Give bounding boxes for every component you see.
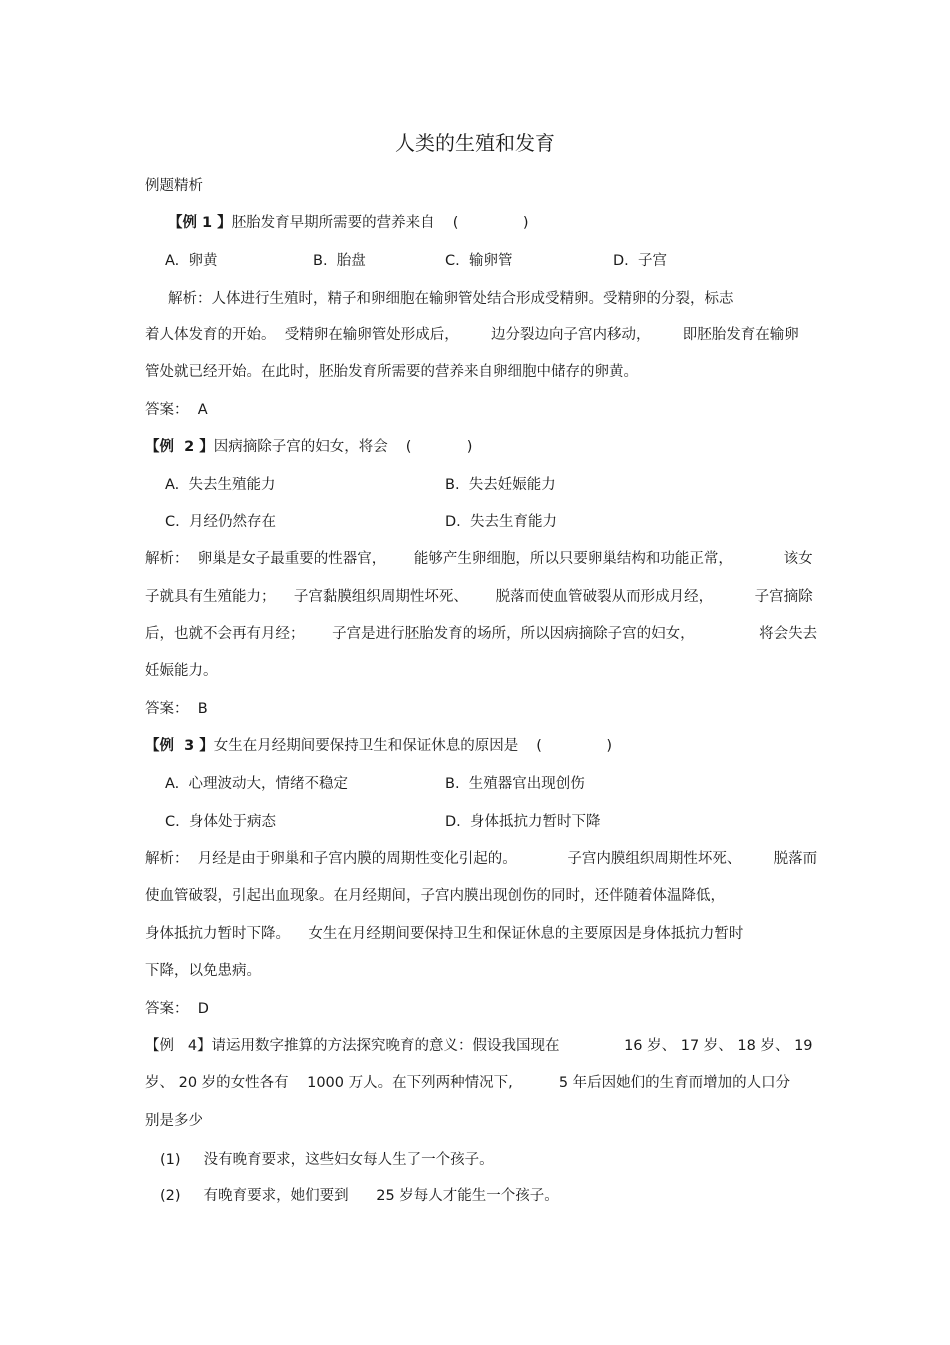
q2-analysis-line-1: 解析： 卵巢是女子最重要的性器官， 能够产生卵细胞，所以只要卵巢结构和功能正常， 该女 bbox=[145, 551, 813, 567]
question-1-stem bbox=[168, 213, 529, 233]
q3-analysis-line-1: 解析： 月经是由于卵巢和子宫内膜的周期性变化引起的。 子宫内膜组织周期性坏死、 脱落而 bbox=[145, 851, 818, 867]
q3-option-d: D. 身体抵抗力暂时下降 bbox=[445, 814, 601, 830]
q1-analysis-line-2: 着人体发育的开始。 受精卵在输卵管处形成后， 边分裂边向子宫内移动， 即胚胎发育在输卵 bbox=[145, 327, 799, 343]
q1-analysis-line-3: 管处就已经开始。在此时，胚胎发育所需要的营养来自卵细胞中储存的卵黄。 bbox=[145, 364, 638, 380]
q1-answer: 答案： A bbox=[145, 402, 208, 418]
q2-option-c: C. 月经仍然存在 bbox=[165, 514, 276, 530]
question-1-text: 胚胎发育早期所需要的营养来自 bbox=[231, 215, 435, 231]
q1-option-c: C. 输卵管 bbox=[445, 253, 513, 269]
question-4-item-1: (1) 没有晚育要求，这些妇女每人生了一个孩子。 bbox=[160, 1152, 494, 1168]
section-heading: 例题精析 bbox=[145, 178, 203, 194]
q2-answer: 答案： B bbox=[145, 701, 208, 717]
q3-answer: 答案： D bbox=[145, 1001, 209, 1017]
q3-analysis-line-3: 身体抵抗力暂时下降。 女生在月经期间要保持卫生和保证休息的主要原因是身体抵抗力暂时 bbox=[145, 926, 744, 942]
question-1-label: 【例 1 】 bbox=[168, 215, 232, 231]
q2-option-a: A. 失去生殖能力 bbox=[165, 477, 276, 493]
question-2-stem bbox=[145, 437, 472, 457]
question-2-label: 【例 2 】 bbox=[145, 439, 214, 455]
question-3-paren: ( ) bbox=[536, 738, 613, 754]
q2-analysis-line-2: 子就具有生殖能力； 子宫黏膜组织周期性坏死、 脱落而使血管破裂从而形成月经， 子宫摘除 bbox=[145, 589, 813, 605]
q1-option-d: D. 子宫 bbox=[613, 253, 667, 269]
q1-option-b: B. 胎盘 bbox=[313, 253, 366, 269]
q3-analysis-line-4: 下降，以免患病。 bbox=[145, 963, 261, 979]
question-3-label: 【例 3 】 bbox=[145, 738, 214, 754]
q1-analysis-line-1: 解析：人体进行生殖时，精子和卵细胞在输卵管处结合形成受精卵。受精卵的分裂，标志 bbox=[168, 291, 734, 307]
q2-analysis-line-4: 妊娠能力。 bbox=[145, 663, 218, 679]
q3-option-c: C. 身体处于病态 bbox=[165, 814, 276, 830]
q2-option-b: B. 失去妊娠能力 bbox=[445, 477, 556, 493]
q3-option-a: A. 心理波动大，情绪不稳定 bbox=[165, 776, 348, 792]
page-title: 人类的生殖和发育 bbox=[395, 131, 555, 155]
question-2-text: 因病摘除子宫的妇女，将会 bbox=[213, 439, 388, 455]
q3-analysis-line-2: 使血管破裂，引起出血现象。在月经期间，子宫内膜出现创伤的同时，还伴随着体温降低， bbox=[145, 888, 725, 904]
question-2-paren: ( ) bbox=[405, 439, 473, 455]
question-4-line-2: 岁、 20 岁的女性各有 1000 万人。在下列两种情况下, 5 年后因她们的生育而增加的人口分 bbox=[145, 1075, 791, 1091]
question-3-text: 女生在月经期间要保持卫生和保证休息的原因是 bbox=[213, 738, 519, 754]
q1-option-a: A. 卵黄 bbox=[165, 253, 218, 269]
q2-analysis-line-3: 后，也就不会再有月经； 子宫是进行胚胎发育的场所，所以因病摘除子宫的妇女， 将会失去 bbox=[145, 626, 818, 642]
question-1-paren: ( ) bbox=[452, 215, 529, 231]
question-4-line-3: 别是多少 bbox=[145, 1113, 203, 1129]
q3-option-b: B. 生殖器官出现创伤 bbox=[445, 776, 585, 792]
question-4-line-1: 【例 4】请运用数字推算的方法探究晚育的意义：假设我国现在 16 岁、 17 岁、 18 岁、 19 bbox=[145, 1038, 813, 1054]
q2-option-d: D. 失去生育能力 bbox=[445, 514, 557, 530]
question-3-stem bbox=[145, 736, 612, 756]
question-4-item-2: (2) 有晚育要求，她们要到 25 岁每人才能生一个孩子。 bbox=[160, 1188, 559, 1204]
